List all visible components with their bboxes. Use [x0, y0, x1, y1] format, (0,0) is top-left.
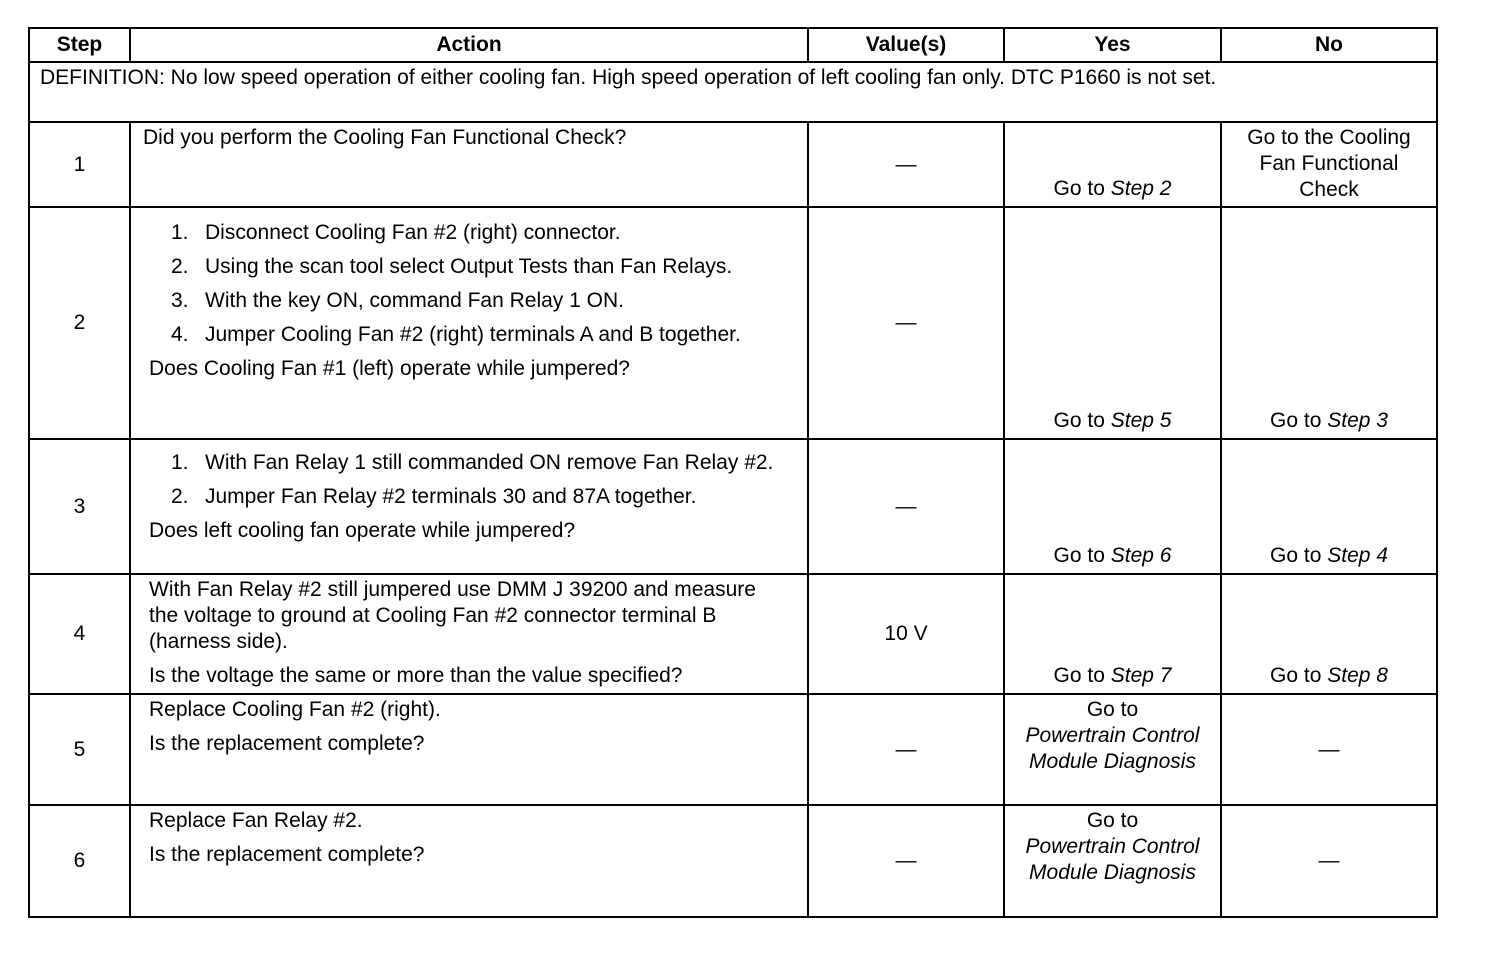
yes-cell	[1004, 439, 1221, 574]
header-step: Step	[29, 28, 130, 62]
yes-link[interactable]: Step 5	[1110, 409, 1172, 432]
no-goto[interactable]: Go to the Cooling Fan Functional Check	[1247, 126, 1411, 201]
list-item: 4. Jumper Cooling Fan #2 (right) terminals A and B together.	[171, 323, 741, 346]
yes-goto[interactable]: Go to Powertrain Control Module Diagnosis	[1005, 806, 1220, 886]
no-link[interactable]: Step 3	[1327, 409, 1388, 432]
yes-goto[interactable]: Go to Step 7	[1053, 664, 1172, 687]
question-text: Does Cooling Fan #1 (left) operate while jumpered?	[149, 357, 630, 380]
question-text: Is the voltage the same or more than the value specified?	[149, 664, 683, 687]
yes-goto[interactable]: Go to Step 5	[1053, 409, 1172, 432]
step-number: 6	[29, 805, 130, 917]
header-yes: Yes	[1004, 28, 1221, 62]
yes-link[interactable]: Powertrain Control Module Diagnosis	[1025, 724, 1200, 773]
action-cell	[130, 574, 808, 694]
yes-cell	[1004, 805, 1221, 917]
definition-row	[29, 62, 1437, 122]
no-cell	[1221, 439, 1437, 574]
header-no: No	[1221, 28, 1437, 62]
yes-cell	[1004, 694, 1221, 805]
table-row	[29, 805, 1437, 917]
action-cell	[130, 439, 808, 574]
yes-cell	[1004, 574, 1221, 694]
list-item: 1. Disconnect Cooling Fan #2 (right) connector.	[171, 221, 621, 244]
no-cell	[1221, 207, 1437, 439]
table-row	[29, 574, 1437, 694]
no-cell	[1221, 574, 1437, 694]
no-link[interactable]: Step 8	[1327, 664, 1388, 687]
table-row	[29, 694, 1437, 805]
step-number: 2	[29, 207, 130, 439]
value-cell: —	[808, 694, 1004, 805]
step-number: 5	[29, 694, 130, 805]
action-text: Did you perform the Cooling Fan Functional Check?	[143, 126, 627, 149]
header-values: Value(s)	[808, 28, 1004, 62]
value-cell: —	[808, 805, 1004, 917]
header-row	[29, 28, 1437, 62]
step-number: 3	[29, 439, 130, 574]
action-text: Replace Fan Relay #2.	[149, 809, 363, 832]
list-item: 3. With the key ON, command Fan Relay 1 ON.	[171, 289, 624, 312]
value-cell: —	[808, 439, 1004, 574]
step-number: 4	[29, 574, 130, 694]
value-cell: —	[808, 122, 1004, 207]
header-action: Action	[130, 28, 808, 62]
table-row	[29, 122, 1437, 207]
yes-goto[interactable]: Go to Step 2	[1053, 177, 1172, 200]
yes-cell	[1004, 122, 1221, 207]
no-cell: —	[1221, 694, 1437, 805]
yes-link[interactable]: Step 7	[1110, 664, 1172, 687]
action-cell	[130, 207, 808, 439]
yes-goto[interactable]: Go to Step 6	[1053, 544, 1172, 567]
yes-cell	[1004, 207, 1221, 439]
no-cell: —	[1221, 805, 1437, 917]
yes-goto[interactable]: Go to Powertrain Control Module Diagnosis	[1005, 695, 1220, 775]
list-item: 2. Using the scan tool select Output Tests than Fan Relays.	[171, 255, 733, 278]
no-goto[interactable]: Go to Step 8	[1270, 664, 1388, 687]
table-row	[29, 439, 1437, 574]
step-number: 1	[29, 122, 130, 207]
yes-link[interactable]: Step 2	[1110, 177, 1172, 200]
action-cell	[130, 694, 808, 805]
action-text: With Fan Relay #2 still jumpered use DMM J 39200 and measure the voltage to ground at Cooling Fan #2 connector terminal B (harness side).	[149, 578, 756, 653]
list-item: 1. With Fan Relay 1 still commanded ON remove Fan Relay #2.	[171, 451, 774, 474]
no-goto[interactable]: Go to Step 4	[1270, 544, 1388, 567]
definition-text: DEFINITION: No low speed operation of either cooling fan. High speed operation of left cooling fan only. DTC P1660 is not set.	[29, 62, 1437, 122]
question-text: Is the replacement complete?	[149, 843, 425, 866]
yes-link[interactable]: Powertrain Control Module Diagnosis	[1025, 835, 1200, 884]
no-link[interactable]: Step 4	[1327, 544, 1388, 567]
no-cell	[1221, 122, 1437, 207]
action-cell	[130, 805, 808, 917]
action-text: Replace Cooling Fan #2 (right).	[149, 698, 441, 721]
table-row	[29, 207, 1437, 439]
no-goto[interactable]: Go to Step 3	[1270, 409, 1388, 432]
question-text: Does left cooling fan operate while jumpered?	[149, 519, 576, 542]
value-cell: —	[808, 207, 1004, 439]
action-cell	[130, 122, 808, 207]
question-text: Is the replacement complete?	[149, 732, 425, 755]
value-cell: 10 V	[808, 574, 1004, 694]
yes-link[interactable]: Step 6	[1110, 544, 1172, 567]
list-item: 2. Jumper Fan Relay #2 terminals 30 and 87A together.	[171, 485, 697, 508]
diagnostic-table	[28, 27, 1438, 918]
